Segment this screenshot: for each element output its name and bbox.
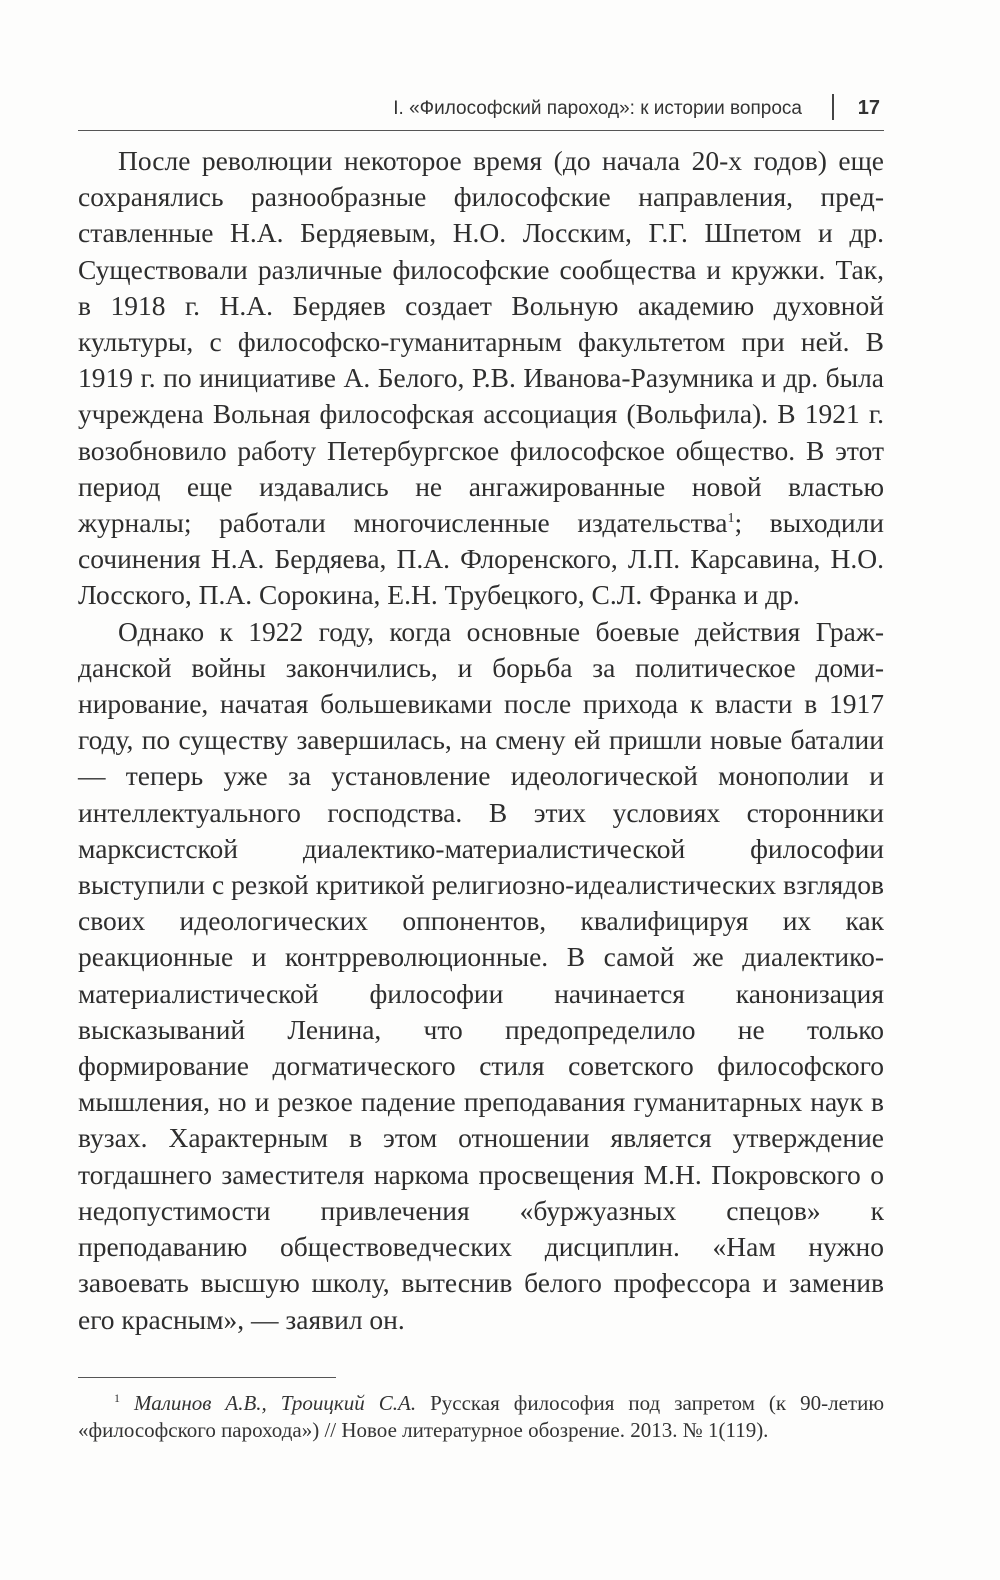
footnote-reference: 1 (727, 511, 735, 527)
paragraph-2: Однако к 1922 году, когда основные боевые действия Гражданской войны закончились, и борьба за политическое доминирование, начатая большевиками после прихода к власти в 1917 году, по существу завершилась, на смену ей пришли новые баталии — теперь уже за установление идеологической монополии и интеллектуального господства. В этих условиях сторонники марксистской диалектико-материалистической философии выступили с резкой критикой религиозно-идеалистических взглядов своих идеологических оппонентов, квалифицируя их как реакционные и контрреволюционные. В самой же диалектико-материалистической философии начинается канонизация высказываний Ленина, что предопределило не только формирование догматического стиля советского философского мышления, но и резкое падение преподавания гуманитарных наук в вузах. Характерным в этом отношении является утверждение тогдашнего заместителя наркома просвещения М.Н. Покровского о недопустимости привлечения «буржуазных спецов» к преподаванию обществоведческих дисциплин. «Нам нужно завоевать высшую школу, вытеснив белого профессора и заменив его красным», — заявил он. (78, 615, 884, 1335)
footnote (78, 1390, 884, 1444)
footnote-rule (78, 1377, 336, 1378)
footnote-text: Русская философия под запретом (к 90-летию «философского парохода») // Новое литературное обозрение. 2013. № 1(119). (78, 1391, 885, 1442)
paragraph-1 (78, 143, 884, 614)
paragraph-1-text-a: После революции некоторое время (до начала 20-х годов) еще сохранялись разнообразные философские направления, представленные Н.А. Бердяевым, Н.О. Лосским, Г.Г. Шпетом и др. Существовали различные философские сообщества и кружки. Так, в 1918 г. Н.А. Бердяев создает Вольную академию духовной культуры, с философско-гуманитарным факультетом при ней. В 1919 г. по инициативе А. Белого, Р.В. Иванова-Разумника и др. была учреждена Вольная философская ассоциация (Вольфила). В 1921 г. возобновило работу Петербургское философское общество. В этот период еще издавались не ангажированные новой властью журналы; работали многочисленные издательства (78, 145, 884, 539)
page-number: 17 (857, 97, 880, 119)
footnote-number: 1 (114, 1391, 120, 1405)
footnote-paragraph (78, 1390, 884, 1444)
paragraph-1-text-b: ; выходили сочинения Н.А. Бердяева, П.А. Флоренского, Л.П. Карсавина, Н.О. Лосского, П.А. Сорокина, Е.Н. Трубецкого, С.Л. Франка и др. (78, 507, 884, 611)
header-separator (832, 94, 834, 120)
chapter-title: I. «Философский пароход»: к истории вопроса (393, 98, 802, 119)
main-text (78, 143, 884, 1338)
running-header (78, 94, 884, 128)
header-rule (78, 130, 884, 131)
footnote-authors: Малинов А.В., Троицкий С.А. (134, 1391, 417, 1415)
